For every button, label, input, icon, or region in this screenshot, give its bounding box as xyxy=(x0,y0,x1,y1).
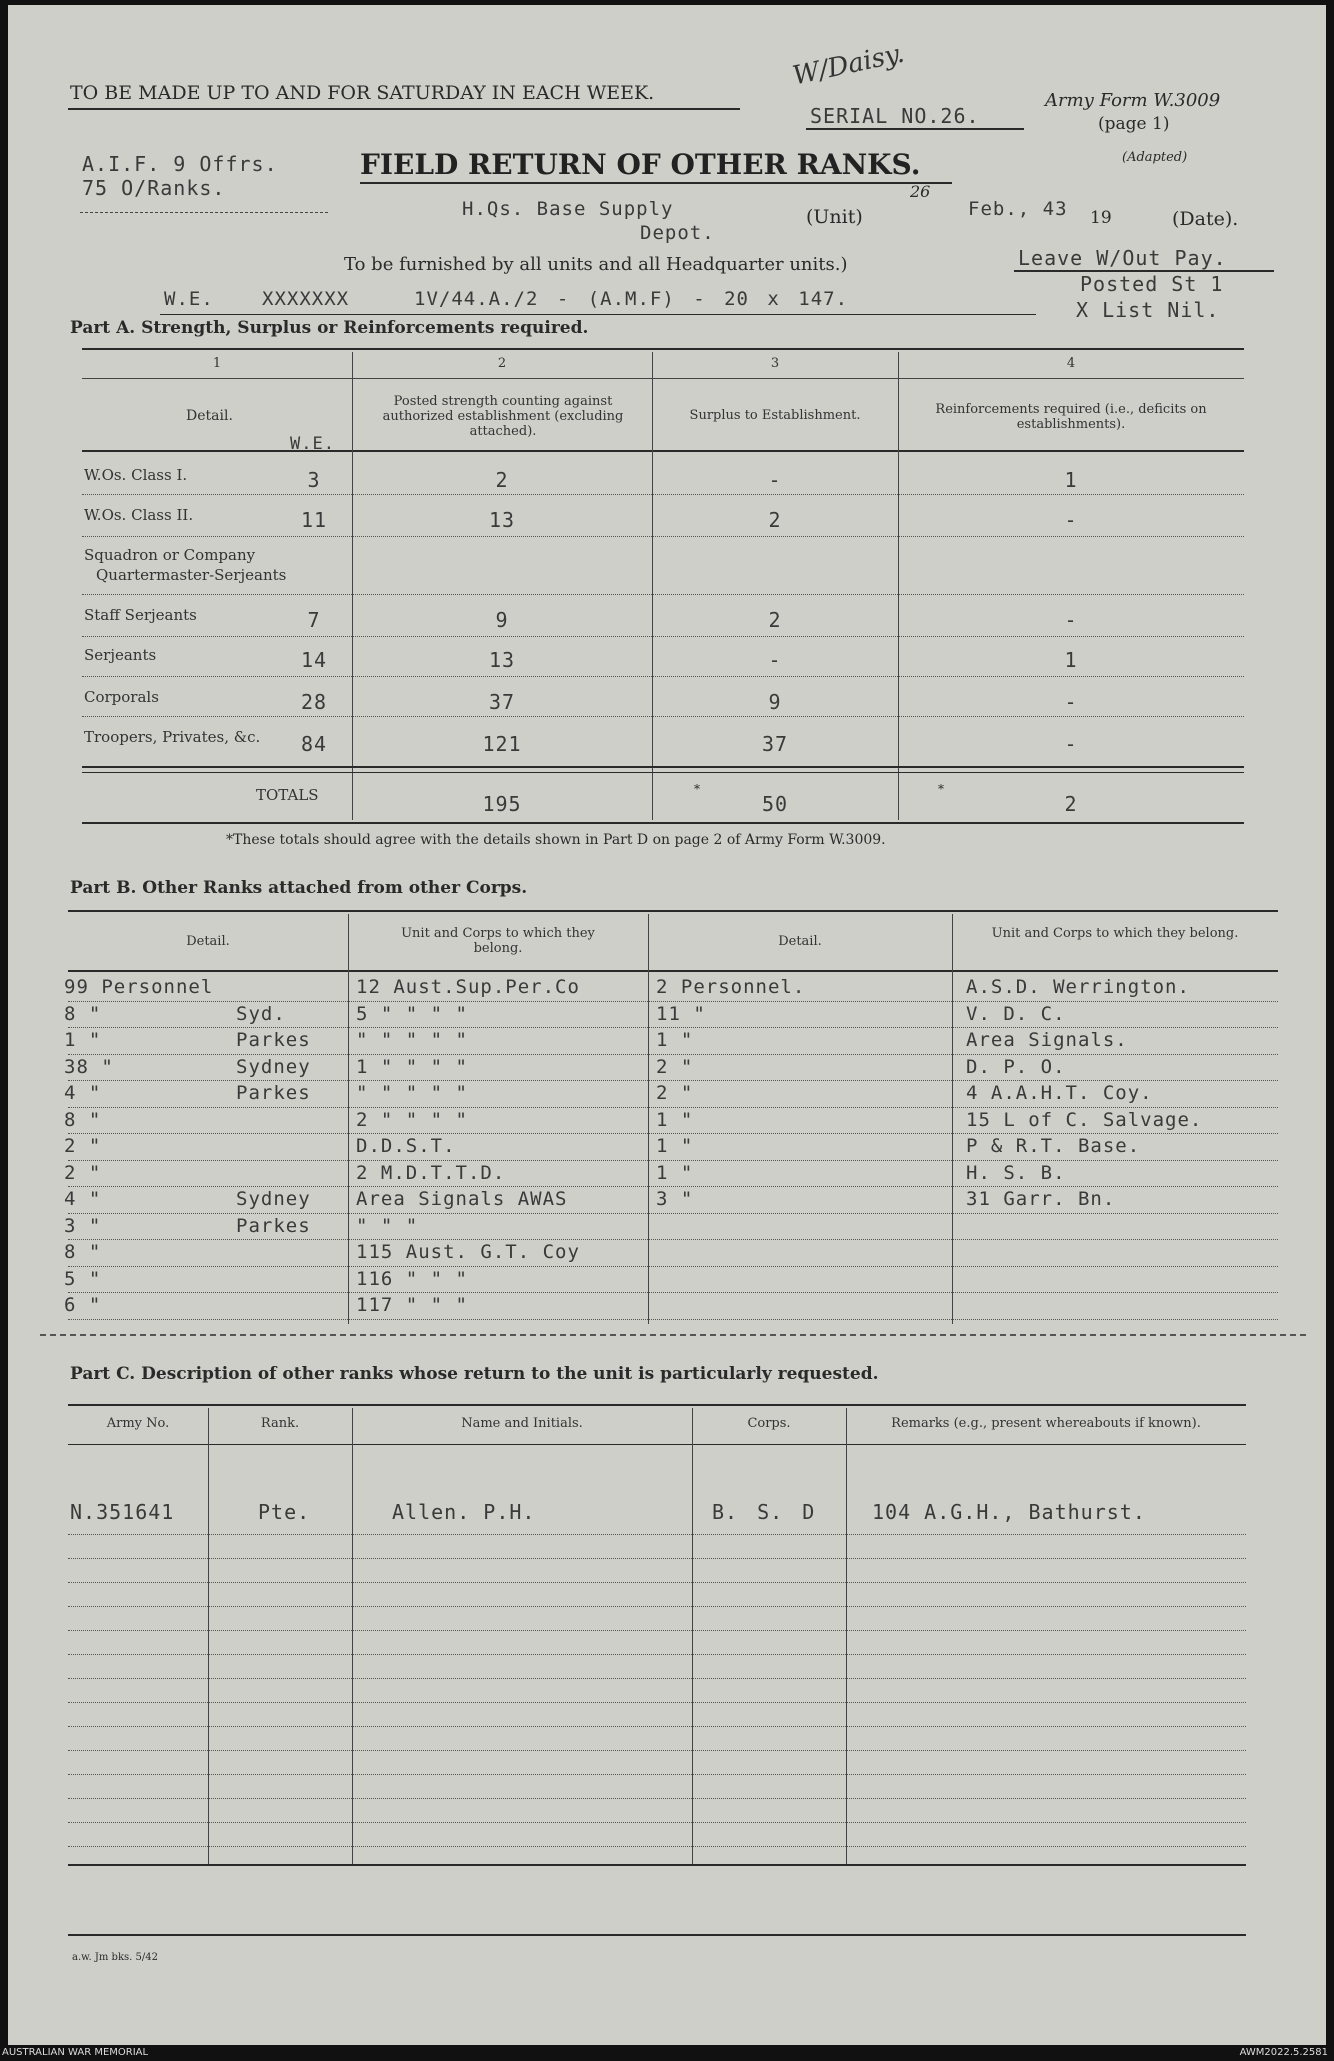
row-posted: 13 xyxy=(488,648,516,672)
row-we: 84 xyxy=(300,732,328,756)
attached-unit: 12 Aust.Sup.Per.Co xyxy=(356,976,580,998)
row-separator xyxy=(68,1266,1278,1267)
attached-unit: P & R.T. Base. xyxy=(966,1135,1141,1157)
part-c-header-remarks: Remarks (e.g., present whereabouts if known). xyxy=(891,1416,1201,1431)
row-separator xyxy=(68,1606,1246,1607)
row-separator xyxy=(68,1213,1278,1214)
rank: Pte. xyxy=(258,1500,311,1524)
attached-detail: 8 " xyxy=(64,1002,102,1025)
serial-number: SERIAL NO.26. xyxy=(810,104,980,128)
col-header-detail: Detail. xyxy=(186,408,233,424)
attached-unit: D. P. O. xyxy=(966,1055,1066,1078)
leave-note: Leave W/Out Pay. xyxy=(1018,246,1227,270)
row-separator xyxy=(82,636,1244,637)
army-number: N.351641 xyxy=(70,1500,175,1524)
page-indicator: (page 1) xyxy=(1098,114,1170,134)
row-surplus: 37 xyxy=(761,732,789,756)
row-posted: 37 xyxy=(488,690,516,714)
posted-st: Posted St 1 xyxy=(1080,272,1224,296)
archive-footer xyxy=(0,2045,1334,2061)
part-b-col-divider-3 xyxy=(952,914,953,1324)
part-c-top-rule xyxy=(68,1404,1246,1406)
totals-reinforcements: 2 xyxy=(1064,792,1078,816)
row-separator xyxy=(68,1798,1246,1799)
row-separator xyxy=(68,1239,1278,1240)
row-surplus: 2 xyxy=(768,608,782,632)
row-separator xyxy=(68,1750,1246,1751)
attached-detail: 38 " xyxy=(64,1055,114,1078)
row-separator xyxy=(68,1027,1278,1028)
unit-value: H.Qs. Base Supply xyxy=(462,198,674,220)
row-reinforcements: 1 xyxy=(1064,468,1078,492)
date-value: Feb., 43 xyxy=(968,198,1068,220)
attached-detail: 99 Personnel xyxy=(64,976,214,998)
attached-detail: 6 " xyxy=(64,1294,102,1316)
row-separator xyxy=(82,594,1244,595)
totals-bottom-rule xyxy=(82,822,1244,824)
form-title: FIELD RETURN OF OTHER RANKS. xyxy=(360,148,921,181)
unit-label: (Unit) xyxy=(806,206,863,228)
part-b-title: Part B. Other Ranks attached from other Corps. xyxy=(70,878,528,898)
row-separator xyxy=(68,1534,1246,1535)
row-label: Corporals xyxy=(84,688,159,706)
attached-detail: 2 " xyxy=(656,1082,694,1104)
attached-detail: 2 " xyxy=(656,1055,694,1078)
archive-ref: AWM2022.5.2581 xyxy=(1239,2047,1328,2058)
part-a-number-rule xyxy=(82,378,1244,379)
part-b-header-detail-right: Detail. xyxy=(778,934,822,949)
name-initials: Allen. P.H. xyxy=(392,1500,536,1524)
totals-posted: 195 xyxy=(482,792,522,816)
row-label: Troopers, Privates, &c. xyxy=(84,728,261,746)
attached-unit: " " " " " xyxy=(356,1082,468,1104)
attached-detail: 1 " xyxy=(64,1029,102,1051)
row-separator xyxy=(68,1678,1246,1679)
part-b-col-divider-2 xyxy=(648,914,649,1324)
row-posted: 121 xyxy=(482,732,522,756)
row-separator xyxy=(82,494,1244,495)
row-reinforcements: 1 xyxy=(1064,648,1078,672)
attached-unit: Area Signals. xyxy=(966,1029,1128,1051)
row-separator xyxy=(68,1080,1278,1081)
attached-detail: 3 " xyxy=(656,1188,694,1210)
x-list: X List Nil. xyxy=(1076,298,1220,322)
totals-surplus-marker: * xyxy=(694,782,700,796)
attached-detail: 5 " xyxy=(64,1267,102,1290)
weekly-instruction: TO BE MADE UP TO AND FOR SATURDAY IN EACH WEEK. xyxy=(70,82,655,104)
handwritten-note: W/Daisy. xyxy=(790,38,907,92)
row-separator xyxy=(68,1654,1246,1655)
attached-place: Parkes xyxy=(236,1029,311,1051)
attached-detail: 2 " xyxy=(64,1161,102,1184)
part-b-top-rule xyxy=(68,910,1278,912)
row-we: 3 xyxy=(307,468,321,492)
attached-unit: 5 " " " " xyxy=(356,1002,468,1025)
attached-detail: 2 " xyxy=(64,1135,102,1157)
row-separator xyxy=(68,1107,1278,1108)
part-a-header-rule xyxy=(82,450,1244,452)
row-separator xyxy=(82,676,1244,677)
attached-unit: 2 M.D.T.T.D. xyxy=(356,1161,506,1184)
archive-name: AUSTRALIAN WAR MEMORIAL xyxy=(2,2047,149,2058)
attached-detail: 1 " xyxy=(656,1135,694,1157)
attached-unit: " " " xyxy=(356,1214,419,1237)
attached-place: Parkes xyxy=(236,1214,311,1237)
row-we: 14 xyxy=(300,648,328,672)
col-header-we: W.E. xyxy=(290,434,335,454)
attached-unit: 4 A.A.H.T. Coy. xyxy=(966,1082,1153,1104)
part-c-header-name: Name and Initials. xyxy=(461,1416,583,1431)
row-separator xyxy=(68,1630,1246,1631)
date-century: 19 xyxy=(1090,208,1112,228)
row-we: 11 xyxy=(300,508,328,532)
part-b-header-rule xyxy=(68,970,1278,972)
part-a-top-rule xyxy=(82,348,1244,350)
totals-top-rule xyxy=(82,766,1244,768)
row-separator xyxy=(68,1774,1246,1775)
date-handwritten: 26 xyxy=(910,182,931,201)
attached-unit: D.D.S.T. xyxy=(356,1135,456,1157)
row-reinforcements: - xyxy=(1064,690,1078,714)
row-separator xyxy=(82,716,1244,717)
we-value: 1V/44.A./2 - (A.M.F) - 20 x 147. xyxy=(414,288,849,310)
attached-unit: 115 Aust. G.T. Coy xyxy=(356,1241,580,1263)
row-reinforcements: - xyxy=(1064,732,1078,756)
attached-place: Sydney xyxy=(236,1188,311,1210)
attached-unit: 2 " " " " xyxy=(356,1108,468,1131)
attached-detail: 1 " xyxy=(656,1108,694,1131)
tear-line xyxy=(40,1334,1306,1336)
unit-value-line2: Depot. xyxy=(640,222,715,244)
row-label-line2: Quartermaster-Serjeants xyxy=(96,566,287,584)
row-separator xyxy=(82,536,1244,537)
part-c-header-rule xyxy=(68,1444,1246,1445)
attached-detail: 1 " xyxy=(656,1029,694,1051)
row-separator xyxy=(68,1558,1246,1559)
row-posted: 9 xyxy=(495,608,509,632)
row-separator xyxy=(68,1822,1246,1823)
attached-unit: 117 " " " xyxy=(356,1294,468,1316)
col-header-reinforcements: Reinforcements required (i.e., deficits on establishments). xyxy=(935,402,1207,432)
part-b-col-divider-1 xyxy=(348,914,349,1324)
title-underline xyxy=(360,182,952,184)
col-header-posted: Posted strength counting against authorized establishment (excluding attached). xyxy=(382,394,624,439)
attached-unit: 1 " " " " xyxy=(356,1055,468,1078)
part-a-footnote: *These totals should agree with the details shown in Part D on page 2 of Army Form W.3009. xyxy=(226,832,886,848)
row-reinforcements: - xyxy=(1064,508,1078,532)
col-number-4: 4 xyxy=(1066,356,1076,371)
totals-reinf-marker: * xyxy=(938,782,944,796)
attached-detail: 4 " xyxy=(64,1188,102,1210)
attached-unit: H. S. B. xyxy=(966,1161,1066,1184)
row-separator xyxy=(68,1186,1278,1187)
instruction-underline xyxy=(68,108,740,110)
attached-place: Parkes xyxy=(236,1082,311,1104)
attached-unit: Area Signals AWAS xyxy=(356,1188,568,1210)
row-label: W.Os. Class I. xyxy=(84,466,188,484)
totals-top-rule-2 xyxy=(82,772,1244,773)
col-number-3: 3 xyxy=(770,356,780,371)
row-separator xyxy=(68,1726,1246,1727)
we-underline xyxy=(160,314,1036,315)
col-number-2: 2 xyxy=(497,356,507,371)
row-separator xyxy=(68,1582,1246,1583)
row-label: Staff Serjeants xyxy=(84,606,197,624)
print-code: a.w. Jm bks. 5/42 xyxy=(72,1952,158,1963)
row-surplus: 2 xyxy=(768,508,782,532)
attached-detail: 1 " xyxy=(656,1161,694,1184)
attached-unit: 116 " " " xyxy=(356,1267,468,1290)
row-separator xyxy=(68,1054,1278,1055)
row-we: 28 xyxy=(300,690,328,714)
attached-unit: V. D. C. xyxy=(966,1002,1066,1025)
aif-other-ranks: 75 O/Ranks. xyxy=(82,176,226,200)
row-separator xyxy=(68,1160,1278,1161)
part-c-header-corps: Corps. xyxy=(747,1416,791,1431)
we-label: W.E. xyxy=(164,288,214,310)
attached-detail: 8 " xyxy=(64,1108,102,1131)
row-separator xyxy=(68,1846,1246,1847)
adapted-label: (Adapted) xyxy=(1122,150,1188,165)
row-posted: 13 xyxy=(488,508,516,532)
serial-underline xyxy=(806,128,1024,130)
part-b-header-unit-right: Unit and Corps to which they belong. xyxy=(991,926,1239,941)
row-separator xyxy=(68,1133,1278,1134)
part-c-bottom-rule xyxy=(68,1864,1246,1866)
attached-place: Syd. xyxy=(236,1002,286,1025)
row-surplus: - xyxy=(768,648,782,672)
row-label: Serjeants xyxy=(84,646,157,664)
attached-unit: 31 Garr. Bn. xyxy=(966,1188,1116,1210)
attached-detail: 4 " xyxy=(64,1082,102,1104)
part-c-title: Part C. Description of other ranks whose return to the unit is particularly requested. xyxy=(70,1364,879,1384)
part-a-title: Part A. Strength, Surplus or Reinforcements required. xyxy=(70,318,589,338)
attached-unit: 15 L of C. Salvage. xyxy=(966,1108,1203,1131)
attached-unit: " " " " " xyxy=(356,1029,468,1051)
attached-detail: 3 " xyxy=(64,1214,102,1237)
row-surplus: - xyxy=(768,468,782,492)
part-c-header-rank: Rank. xyxy=(260,1416,300,1431)
row-label: W.Os. Class II. xyxy=(84,506,194,524)
remarks: 104 A.G.H., Bathurst. xyxy=(872,1500,1146,1524)
part-b-header-unit-left: Unit and Corps to which they belong. xyxy=(401,926,595,956)
aif-officers: A.I.F. 9 Offrs. xyxy=(82,152,278,176)
row-reinforcements: - xyxy=(1064,608,1078,632)
we-struck: XXXXXXX xyxy=(262,288,350,310)
attached-place: Sydney xyxy=(236,1055,311,1078)
row-separator xyxy=(68,1702,1246,1703)
totals-surplus: 50 xyxy=(761,792,789,816)
attached-detail: 8 " xyxy=(64,1241,102,1263)
row-posted: 2 xyxy=(495,468,509,492)
row-we: 7 xyxy=(307,608,321,632)
attached-detail: 2 Personnel. xyxy=(656,976,806,998)
attached-detail: 11 " xyxy=(656,1002,706,1025)
date-label: (Date). xyxy=(1172,208,1239,230)
army-form-number: Army Form W.3009 xyxy=(1045,90,1221,111)
part-c-header-army-no: Army No. xyxy=(106,1416,170,1431)
corps: B. S. D xyxy=(712,1500,816,1524)
attached-unit: A.S.D. Werrington. xyxy=(966,976,1190,998)
col-header-surplus: Surplus to Establishment. xyxy=(689,408,861,423)
part-b-header-detail-left: Detail. xyxy=(186,934,230,949)
row-separator xyxy=(68,1292,1278,1293)
furnished-note: To be furnished by all units and all Headquarter units.) xyxy=(344,254,848,275)
totals-label: TOTALS xyxy=(256,786,319,804)
aif-underline xyxy=(80,212,328,213)
form-bottom-rule xyxy=(68,1934,1246,1936)
col-number-1: 1 xyxy=(212,356,222,371)
row-separator xyxy=(68,1319,1278,1320)
row-surplus: 9 xyxy=(768,690,782,714)
row-separator xyxy=(68,1001,1278,1002)
row-label: Squadron or Company xyxy=(84,546,256,564)
